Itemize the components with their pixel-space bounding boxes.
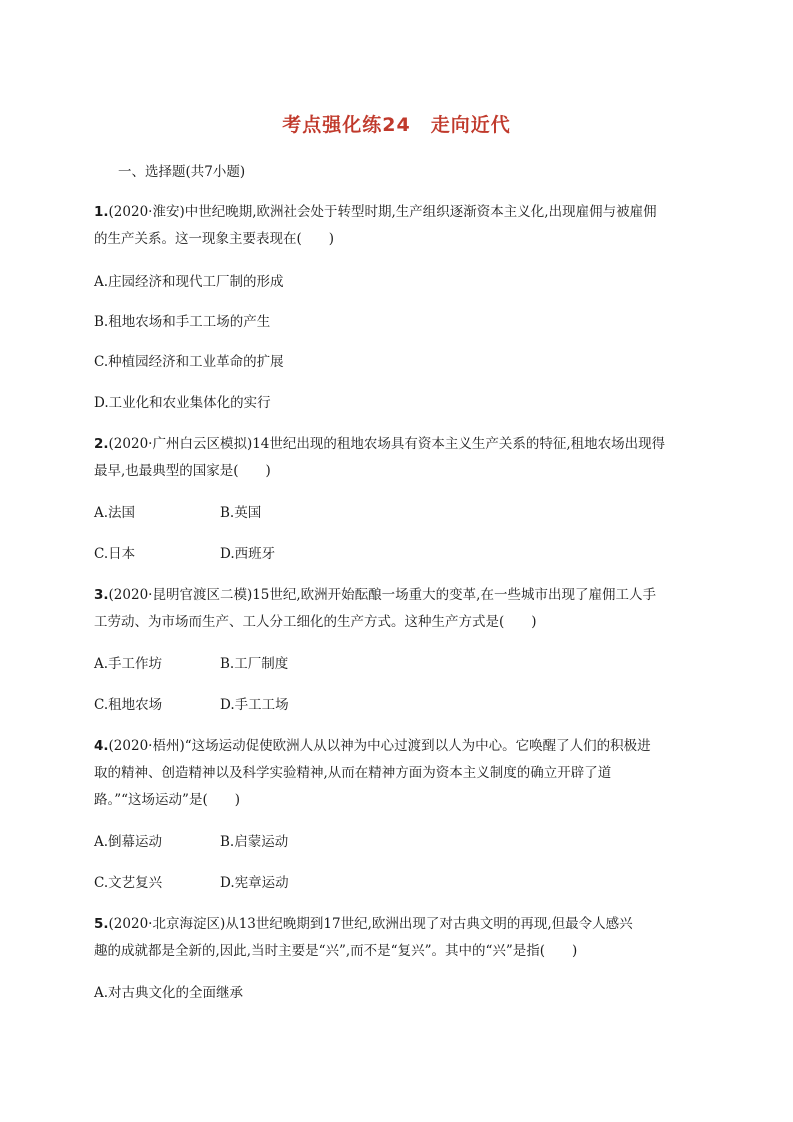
page-title: 考点强化练24 走向近代 [282,114,511,136]
question-text: (2020·昆明官渡区二模)15世纪,欧洲开始酝酿一场重大的变革,在一些城市出现了雇佣工人手 [108,587,656,603]
question-text: 趣的成就都是全新的,因此,当时主要是“兴”,而不是“复兴”。其中的“兴”是指( ) [94,943,578,959]
question-number: 3. [94,587,109,603]
option: A.庄园经济和现代工厂制的形成 [94,274,284,290]
question-text: 工劳动、为市场而生产、工人分工细化的生产方式。这种生产方式是( ) [94,614,537,630]
option: C.文艺复兴 [94,875,163,891]
option: A.手工作坊 [94,656,163,672]
question-4 [94,736,651,756]
option: C.日本 [94,546,136,562]
question-text: 的生产关系。这一现象主要表现在( ) [94,231,335,247]
question-number: 5. [94,916,109,932]
question-text: (2020·梧州)“这场运动促使欧洲人从以神为中心过渡到以人为中心。它唤醒了人们的积极进 [108,738,651,754]
question-number: 4. [94,738,109,754]
question-1 [94,202,657,222]
question-text: (2020·淮安)中世纪晚期,欧洲社会处于转型时期,生产组织逐渐资本主义化,出现雇佣与被雇佣 [108,204,657,220]
section-heading: 一、选择题(共7小题) [118,164,246,180]
question-number: 2. [94,436,109,452]
option: D.工业化和农业集体化的实行 [94,395,271,411]
option: B.英国 [220,505,262,521]
question-text: 路。”“这场运动”是( ) [94,792,240,808]
option: C.租地农场 [94,697,163,713]
option: D.宪章运动 [220,875,289,891]
option: D.手工工场 [220,697,289,713]
option: B.工厂制度 [220,656,289,672]
question-text: 取的精神、创造精神以及科学实验精神,从而在精神方面为资本主义制度的确立开辟了道 [94,765,612,781]
question-text: (2020·广州白云区模拟)14世纪出现的租地农场具有资本主义生产关系的特征,租地农场出现得 [108,436,666,452]
option: B.启蒙运动 [220,834,289,850]
question-2 [94,434,665,454]
option: B.租地农场和手工工场的产生 [94,314,271,330]
option: A.对古典文化的全面继承 [94,985,244,1001]
question-5 [94,914,633,934]
option: C.种植园经济和工业革命的扩展 [94,354,284,370]
option: D.西班牙 [220,546,276,562]
option: A.法国 [94,505,136,521]
question-3 [94,585,656,605]
question-text: (2020·北京海淀区)从13世纪晚期到17世纪,欧洲出现了对古典文明的再现,但最令人感兴 [108,916,633,932]
question-number: 1. [94,204,109,220]
question-text: 最早,也最典型的国家是( ) [94,463,271,479]
option: A.倒幕运动 [94,834,163,850]
